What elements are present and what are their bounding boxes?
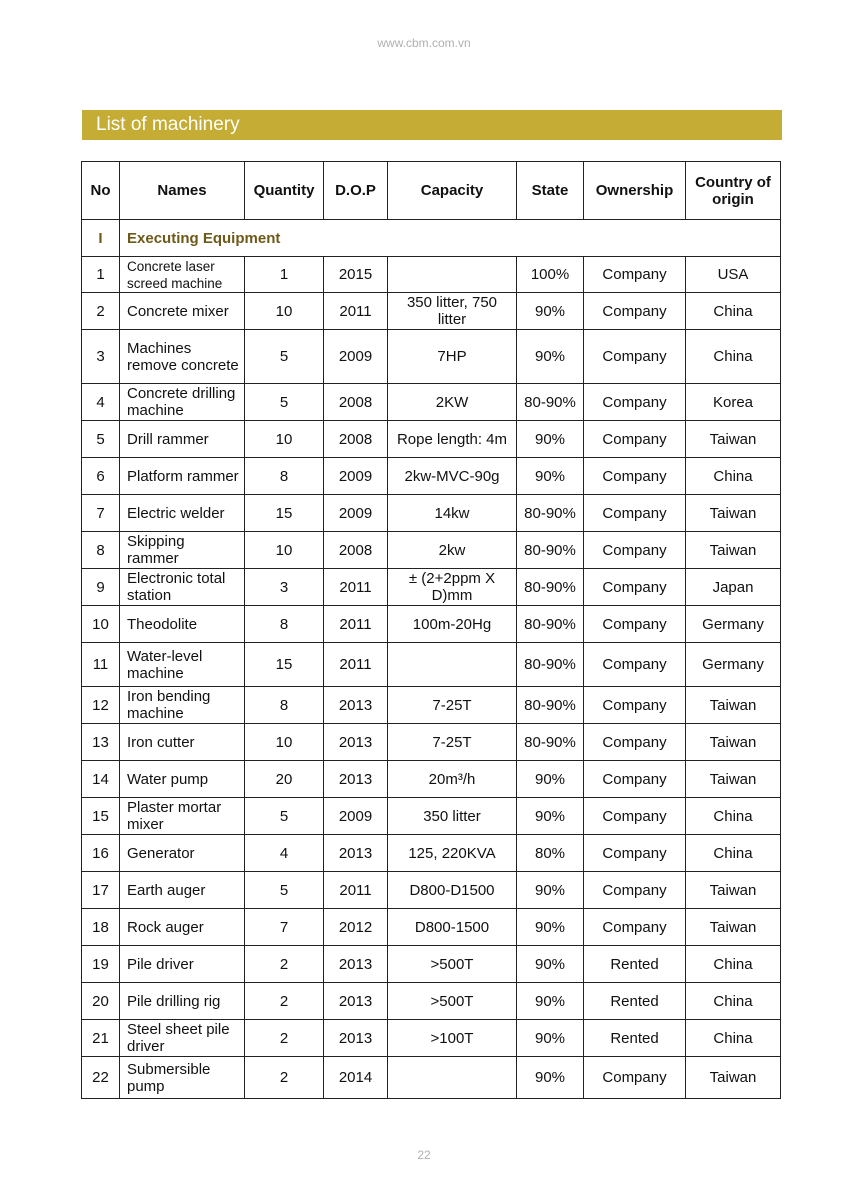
cell-name: Electronic total station: [120, 569, 245, 606]
cell-capacity: D800-D1500: [388, 872, 517, 909]
cell-quantity: 10: [245, 421, 324, 458]
cell-name: Concrete mixer: [120, 293, 245, 330]
cell-no: 11: [82, 643, 120, 687]
table-row: [82, 983, 781, 1020]
cell-ownership: Company: [584, 835, 686, 872]
header-ownership: Ownership: [584, 162, 686, 220]
cell-name: Water-level machine: [120, 643, 245, 687]
cell-dop: 2009: [324, 458, 388, 495]
cell-dop: 2013: [324, 946, 388, 983]
cell-name: Steel sheet pile driver: [120, 1020, 245, 1057]
cell-state: 90%: [517, 1020, 584, 1057]
group-title: Executing Equipment: [120, 220, 781, 257]
cell-country: Japan: [686, 569, 781, 606]
cell-state: 90%: [517, 330, 584, 384]
group-row: [82, 220, 781, 257]
table-row: [82, 330, 781, 384]
cell-state: 90%: [517, 798, 584, 835]
table-row: [82, 724, 781, 761]
cell-capacity: Rope length: 4m: [388, 421, 517, 458]
cell-quantity: 1: [245, 257, 324, 293]
cell-no: 22: [82, 1057, 120, 1099]
cell-state: 80-90%: [517, 606, 584, 643]
cell-country: China: [686, 983, 781, 1020]
page-number: 22: [417, 1148, 431, 1162]
cell-dop: 2015: [324, 257, 388, 293]
cell-quantity: 10: [245, 724, 324, 761]
cell-capacity: ± (2+2ppm X D)mm: [388, 569, 517, 606]
table-row: [82, 798, 781, 835]
cell-quantity: 7: [245, 909, 324, 946]
cell-quantity: 15: [245, 495, 324, 532]
cell-country: Germany: [686, 643, 781, 687]
cell-quantity: 8: [245, 687, 324, 724]
cell-dop: 2013: [324, 724, 388, 761]
cell-quantity: 10: [245, 293, 324, 330]
cell-name: Drill rammer: [120, 421, 245, 458]
cell-name: Iron bending machine: [120, 687, 245, 724]
cell-no: 3: [82, 330, 120, 384]
cell-dop: 2011: [324, 569, 388, 606]
header-capacity: Capacity: [388, 162, 517, 220]
cell-name: Concrete laser screed machine: [120, 257, 245, 293]
cell-ownership: Company: [584, 257, 686, 293]
cell-dop: 2013: [324, 1020, 388, 1057]
cell-quantity: 20: [245, 761, 324, 798]
header-state: State: [517, 162, 584, 220]
cell-name: Generator: [120, 835, 245, 872]
cell-capacity: 350 litter: [388, 798, 517, 835]
cell-dop: 2011: [324, 872, 388, 909]
cell-country: USA: [686, 257, 781, 293]
cell-no: 19: [82, 946, 120, 983]
cell-country: China: [686, 330, 781, 384]
table-header-row: [82, 162, 781, 220]
cell-country: Taiwan: [686, 495, 781, 532]
cell-quantity: 5: [245, 798, 324, 835]
cell-country: Taiwan: [686, 872, 781, 909]
table-row: [82, 569, 781, 606]
cell-state: 80-90%: [517, 532, 584, 569]
cell-state: 90%: [517, 1057, 584, 1099]
cell-capacity: >500T: [388, 983, 517, 1020]
cell-name: Submersible pump: [120, 1057, 245, 1099]
table-row: [82, 872, 781, 909]
cell-ownership: Company: [584, 798, 686, 835]
cell-country: Taiwan: [686, 421, 781, 458]
cell-no: 4: [82, 384, 120, 421]
cell-capacity: [388, 643, 517, 687]
cell-capacity: 7HP: [388, 330, 517, 384]
cell-capacity: 2kw-MVC-90g: [388, 458, 517, 495]
cell-no: 9: [82, 569, 120, 606]
table-row: [82, 946, 781, 983]
cell-country: China: [686, 946, 781, 983]
cell-ownership: Company: [584, 643, 686, 687]
cell-ownership: Company: [584, 421, 686, 458]
table-row: [82, 687, 781, 724]
header-country: Country of origin: [686, 162, 781, 220]
cell-capacity: 14kw: [388, 495, 517, 532]
cell-no: 18: [82, 909, 120, 946]
table-row: [82, 458, 781, 495]
cell-capacity: D800-1500: [388, 909, 517, 946]
cell-country: Taiwan: [686, 687, 781, 724]
cell-no: 1: [82, 257, 120, 293]
cell-capacity: >100T: [388, 1020, 517, 1057]
cell-country: China: [686, 293, 781, 330]
cell-dop: 2009: [324, 798, 388, 835]
cell-quantity: 10: [245, 532, 324, 569]
cell-country: China: [686, 1020, 781, 1057]
cell-capacity: [388, 1057, 517, 1099]
cell-name: Electric welder: [120, 495, 245, 532]
cell-capacity: 350 litter, 750 litter: [388, 293, 517, 330]
cell-name: Plaster mortar mixer: [120, 798, 245, 835]
cell-country: Taiwan: [686, 761, 781, 798]
table-row: [82, 606, 781, 643]
cell-ownership: Company: [584, 687, 686, 724]
cell-ownership: Rented: [584, 946, 686, 983]
cell-quantity: 8: [245, 458, 324, 495]
cell-name: Skipping rammer: [120, 532, 245, 569]
cell-state: 80-90%: [517, 569, 584, 606]
table-row: [82, 384, 781, 421]
table-row: [82, 909, 781, 946]
cell-quantity: 2: [245, 1020, 324, 1057]
table-row: [82, 1057, 781, 1099]
table-row: [82, 643, 781, 687]
cell-no: 5: [82, 421, 120, 458]
cell-no: 16: [82, 835, 120, 872]
table-row: [82, 761, 781, 798]
site-url: www.cbm.com.vn: [377, 36, 471, 50]
header-no: No: [82, 162, 120, 220]
cell-dop: 2011: [324, 293, 388, 330]
cell-quantity: 5: [245, 872, 324, 909]
cell-dop: 2013: [324, 761, 388, 798]
table-row: [82, 835, 781, 872]
cell-capacity: 125, 220KVA: [388, 835, 517, 872]
cell-country: Taiwan: [686, 724, 781, 761]
cell-no: 20: [82, 983, 120, 1020]
cell-ownership: Company: [584, 606, 686, 643]
cell-dop: 2013: [324, 835, 388, 872]
cell-ownership: Company: [584, 1057, 686, 1099]
cell-ownership: Rented: [584, 1020, 686, 1057]
cell-ownership: Company: [584, 761, 686, 798]
cell-capacity: 100m-20Hg: [388, 606, 517, 643]
cell-state: 90%: [517, 909, 584, 946]
machinery-table: [81, 161, 781, 1099]
cell-quantity: 5: [245, 384, 324, 421]
cell-state: 90%: [517, 761, 584, 798]
cell-state: 90%: [517, 458, 584, 495]
cell-name: Pile driver: [120, 946, 245, 983]
cell-quantity: 8: [245, 606, 324, 643]
cell-capacity: 7-25T: [388, 724, 517, 761]
cell-name: Rock auger: [120, 909, 245, 946]
table-row: [82, 495, 781, 532]
cell-state: 80-90%: [517, 687, 584, 724]
cell-no: 17: [82, 872, 120, 909]
cell-dop: 2008: [324, 421, 388, 458]
cell-no: 8: [82, 532, 120, 569]
cell-dop: 2008: [324, 532, 388, 569]
table-row: [82, 532, 781, 569]
cell-state: 80-90%: [517, 495, 584, 532]
header-names: Names: [120, 162, 245, 220]
cell-state: 90%: [517, 872, 584, 909]
cell-country: China: [686, 458, 781, 495]
cell-ownership: Company: [584, 293, 686, 330]
cell-country: Korea: [686, 384, 781, 421]
cell-no: 10: [82, 606, 120, 643]
table-row: [82, 1020, 781, 1057]
cell-dop: 2011: [324, 606, 388, 643]
cell-state: 100%: [517, 257, 584, 293]
cell-dop: 2013: [324, 687, 388, 724]
cell-state: 90%: [517, 421, 584, 458]
cell-quantity: 4: [245, 835, 324, 872]
cell-quantity: 2: [245, 946, 324, 983]
cell-state: 80-90%: [517, 643, 584, 687]
cell-quantity: 2: [245, 983, 324, 1020]
cell-state: 80-90%: [517, 724, 584, 761]
cell-quantity: 3: [245, 569, 324, 606]
cell-state: 80-90%: [517, 384, 584, 421]
cell-dop: 2012: [324, 909, 388, 946]
cell-ownership: Company: [584, 724, 686, 761]
cell-name: Water pump: [120, 761, 245, 798]
cell-country: Germany: [686, 606, 781, 643]
cell-no: 15: [82, 798, 120, 835]
cell-capacity: [388, 257, 517, 293]
cell-no: 12: [82, 687, 120, 724]
cell-state: 90%: [517, 946, 584, 983]
cell-name: Concrete drilling machine: [120, 384, 245, 421]
cell-ownership: Company: [584, 909, 686, 946]
table-row: [82, 293, 781, 330]
cell-country: Taiwan: [686, 909, 781, 946]
cell-no: 2: [82, 293, 120, 330]
cell-name: Platform rammer: [120, 458, 245, 495]
cell-dop: 2009: [324, 330, 388, 384]
cell-country: Taiwan: [686, 532, 781, 569]
cell-name: Pile drilling rig: [120, 983, 245, 1020]
cell-quantity: 5: [245, 330, 324, 384]
cell-dop: 2009: [324, 495, 388, 532]
cell-capacity: >500T: [388, 946, 517, 983]
cell-no: 21: [82, 1020, 120, 1057]
cell-ownership: Company: [584, 330, 686, 384]
header-dop: D.O.P: [324, 162, 388, 220]
cell-name: Machines remove concrete: [120, 330, 245, 384]
cell-capacity: 7-25T: [388, 687, 517, 724]
cell-quantity: 15: [245, 643, 324, 687]
cell-no: 13: [82, 724, 120, 761]
cell-country: China: [686, 798, 781, 835]
cell-no: 6: [82, 458, 120, 495]
cell-country: Taiwan: [686, 1057, 781, 1099]
cell-ownership: Company: [584, 495, 686, 532]
cell-dop: 2008: [324, 384, 388, 421]
cell-dop: 2013: [324, 983, 388, 1020]
cell-no: 7: [82, 495, 120, 532]
cell-country: China: [686, 835, 781, 872]
cell-capacity: 20m³/h: [388, 761, 517, 798]
cell-ownership: Company: [584, 872, 686, 909]
cell-ownership: Rented: [584, 983, 686, 1020]
cell-quantity: 2: [245, 1057, 324, 1099]
cell-ownership: Company: [584, 458, 686, 495]
cell-dop: 2011: [324, 643, 388, 687]
header-quantity: Quantity: [245, 162, 324, 220]
cell-ownership: Company: [584, 384, 686, 421]
table-row: [82, 421, 781, 458]
cell-capacity: 2kw: [388, 532, 517, 569]
cell-name: Earth auger: [120, 872, 245, 909]
section-title-banner: List of machinery: [82, 110, 782, 140]
cell-dop: 2014: [324, 1057, 388, 1099]
cell-capacity: 2KW: [388, 384, 517, 421]
cell-ownership: Company: [584, 532, 686, 569]
cell-name: Iron cutter: [120, 724, 245, 761]
cell-state: 90%: [517, 293, 584, 330]
cell-state: 90%: [517, 983, 584, 1020]
group-number: I: [82, 220, 120, 257]
cell-no: 14: [82, 761, 120, 798]
table-row: [82, 257, 781, 293]
cell-name: Theodolite: [120, 606, 245, 643]
cell-state: 80%: [517, 835, 584, 872]
cell-ownership: Company: [584, 569, 686, 606]
